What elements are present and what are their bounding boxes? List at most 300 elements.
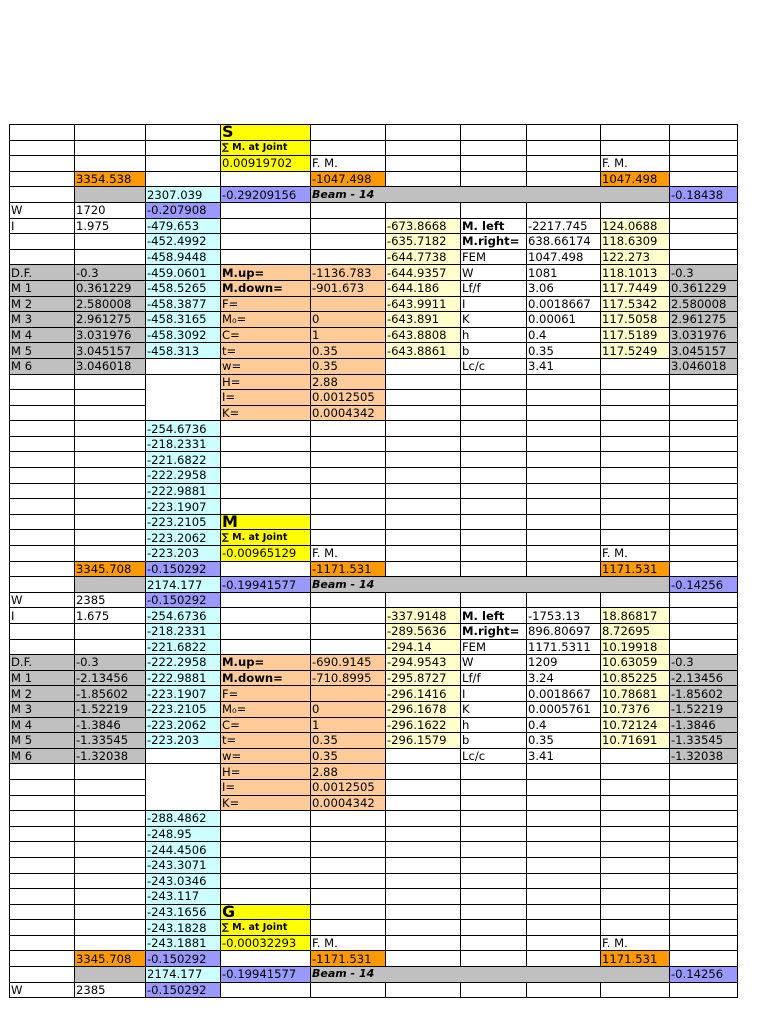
- cell[interactable]: [461, 592, 527, 608]
- cell[interactable]: [75, 624, 146, 640]
- cell[interactable]: [601, 468, 670, 484]
- cell[interactable]: [461, 468, 527, 484]
- cell[interactable]: [527, 140, 601, 156]
- cell[interactable]: [461, 889, 527, 905]
- cell[interactable]: [311, 982, 386, 998]
- fem-positive[interactable]: 1171.531: [601, 951, 670, 967]
- cell[interactable]: Lc/c: [461, 358, 527, 374]
- cell[interactable]: [386, 592, 461, 608]
- cell[interactable]: -243.1656: [146, 904, 221, 920]
- cell[interactable]: [10, 514, 75, 530]
- cell[interactable]: [221, 889, 311, 905]
- cell[interactable]: -0.18438: [670, 187, 738, 203]
- cell[interactable]: 124.0688: [601, 218, 670, 234]
- fem-negative[interactable]: -1171.531: [311, 561, 386, 577]
- cell[interactable]: Lf/f: [461, 670, 527, 686]
- cell[interactable]: [10, 499, 75, 515]
- cell[interactable]: -644.7738: [386, 249, 461, 265]
- cell[interactable]: [75, 530, 146, 546]
- cell[interactable]: 3.031976: [670, 327, 738, 343]
- cell[interactable]: [670, 889, 738, 905]
- cell[interactable]: -1.32038: [670, 748, 738, 764]
- cell[interactable]: 2.88: [311, 764, 386, 780]
- cell[interactable]: [670, 561, 738, 577]
- cell[interactable]: [146, 405, 221, 421]
- cell[interactable]: -0.14256: [670, 577, 738, 593]
- cell[interactable]: [461, 530, 527, 546]
- cell[interactable]: [386, 171, 461, 187]
- cell[interactable]: 10.19918: [601, 639, 670, 655]
- cell[interactable]: -2.13456: [75, 670, 146, 686]
- cell[interactable]: [75, 125, 146, 141]
- cell[interactable]: 3.046018: [670, 358, 738, 374]
- cell[interactable]: -222.9881: [146, 483, 221, 499]
- cell[interactable]: -218.2331: [146, 436, 221, 452]
- cell[interactable]: [146, 390, 221, 406]
- cell[interactable]: [461, 390, 527, 406]
- cell[interactable]: [75, 452, 146, 468]
- cell[interactable]: 118.6309: [601, 234, 670, 250]
- cell[interactable]: 117.5058: [601, 312, 670, 328]
- cell[interactable]: [386, 764, 461, 780]
- cell[interactable]: -295.8727: [386, 670, 461, 686]
- cell[interactable]: [601, 748, 670, 764]
- cell[interactable]: [311, 889, 386, 905]
- cell[interactable]: 2.580008: [75, 296, 146, 312]
- cell[interactable]: K: [461, 312, 527, 328]
- cell[interactable]: [601, 857, 670, 873]
- cell[interactable]: Lf/f: [461, 280, 527, 296]
- cell[interactable]: [75, 967, 146, 983]
- cell[interactable]: [311, 592, 386, 608]
- cell[interactable]: [386, 514, 461, 530]
- cell[interactable]: -0.150292: [146, 561, 221, 577]
- row-label[interactable]: M 2: [10, 686, 75, 702]
- fem-negative[interactable]: -1047.498: [311, 171, 386, 187]
- left-value[interactable]: 3354.538: [75, 171, 146, 187]
- cell[interactable]: [10, 390, 75, 406]
- cell[interactable]: -244.4506: [146, 842, 221, 858]
- cell[interactable]: [146, 374, 221, 390]
- cell[interactable]: [386, 483, 461, 499]
- cell[interactable]: [221, 421, 311, 437]
- cell[interactable]: [311, 452, 386, 468]
- cell[interactable]: [146, 764, 221, 780]
- cell[interactable]: -1.3846: [75, 717, 146, 733]
- cell[interactable]: t=: [221, 343, 311, 359]
- cell[interactable]: -337.9148: [386, 608, 461, 624]
- cell[interactable]: [601, 530, 670, 546]
- cell[interactable]: [527, 779, 601, 795]
- cell[interactable]: [221, 842, 311, 858]
- section-letter[interactable]: G: [221, 904, 311, 920]
- cell[interactable]: -221.6822: [146, 452, 221, 468]
- cell[interactable]: [527, 982, 601, 998]
- cell[interactable]: [10, 374, 75, 390]
- cell[interactable]: -644.9357: [386, 265, 461, 281]
- cell[interactable]: [75, 546, 146, 562]
- cell[interactable]: [221, 436, 311, 452]
- cell[interactable]: [461, 795, 527, 811]
- cell[interactable]: [386, 889, 461, 905]
- cell[interactable]: [527, 468, 601, 484]
- cell[interactable]: [527, 920, 601, 936]
- cell[interactable]: [146, 779, 221, 795]
- left-value[interactable]: 3345.708: [75, 561, 146, 577]
- cell[interactable]: [461, 842, 527, 858]
- cell[interactable]: 1: [311, 717, 386, 733]
- cell[interactable]: [75, 390, 146, 406]
- cell[interactable]: -1.33545: [75, 733, 146, 749]
- cell[interactable]: [311, 873, 386, 889]
- cell[interactable]: -0.3: [670, 265, 738, 281]
- cell[interactable]: 896.80697: [527, 624, 601, 640]
- cell[interactable]: 1.975: [75, 218, 146, 234]
- cell[interactable]: [221, 483, 311, 499]
- cell[interactable]: K=: [221, 405, 311, 421]
- row-label[interactable]: M 1: [10, 670, 75, 686]
- cell[interactable]: -296.1416: [386, 686, 461, 702]
- fm-label-right[interactable]: F. M.: [601, 546, 670, 562]
- cell[interactable]: 638.66174: [527, 234, 601, 250]
- cell[interactable]: [386, 842, 461, 858]
- cell[interactable]: [75, 187, 146, 203]
- cell[interactable]: [386, 795, 461, 811]
- cell[interactable]: [311, 483, 386, 499]
- cell[interactable]: -0.150292: [146, 592, 221, 608]
- cell[interactable]: h: [461, 327, 527, 343]
- cell[interactable]: FEM: [461, 249, 527, 265]
- cell[interactable]: [601, 390, 670, 406]
- cell[interactable]: [386, 951, 461, 967]
- cell[interactable]: [527, 452, 601, 468]
- cell[interactable]: [527, 171, 601, 187]
- cell[interactable]: [146, 795, 221, 811]
- cell[interactable]: 0.0005761: [527, 701, 601, 717]
- cell[interactable]: [311, 826, 386, 842]
- cell[interactable]: 0.4: [527, 717, 601, 733]
- cell[interactable]: [386, 499, 461, 515]
- cell[interactable]: M₀=: [221, 701, 311, 717]
- cell[interactable]: [311, 842, 386, 858]
- cell[interactable]: [670, 639, 738, 655]
- cell[interactable]: [601, 421, 670, 437]
- cell[interactable]: [75, 374, 146, 390]
- cell[interactable]: [75, 577, 146, 593]
- cell[interactable]: I: [461, 296, 527, 312]
- cell[interactable]: [10, 468, 75, 484]
- cell[interactable]: -458.3092: [146, 327, 221, 343]
- m-left-label[interactable]: M. left: [461, 608, 527, 624]
- row-label[interactable]: M 5: [10, 343, 75, 359]
- cell[interactable]: [10, 156, 75, 172]
- cell[interactable]: [461, 857, 527, 873]
- cell[interactable]: -254.6736: [146, 608, 221, 624]
- cell[interactable]: -0.3: [670, 655, 738, 671]
- cell[interactable]: [10, 405, 75, 421]
- cell[interactable]: 3.031976: [75, 327, 146, 343]
- cell[interactable]: [311, 436, 386, 452]
- m-right-label[interactable]: M.right=: [461, 234, 527, 250]
- cell[interactable]: -0.3: [75, 655, 146, 671]
- cell[interactable]: -288.4862: [146, 811, 221, 827]
- cell[interactable]: 2307.039: [146, 187, 221, 203]
- cell[interactable]: [221, 639, 311, 655]
- cell[interactable]: [75, 811, 146, 827]
- cell[interactable]: [461, 764, 527, 780]
- sum-label[interactable]: ∑ M. at Joint: [221, 530, 311, 546]
- cell[interactable]: [75, 499, 146, 515]
- cell[interactable]: -243.3071: [146, 857, 221, 873]
- cell[interactable]: C=: [221, 327, 311, 343]
- cell[interactable]: [601, 202, 670, 218]
- cell[interactable]: -1.32038: [75, 748, 146, 764]
- cell[interactable]: [221, 561, 311, 577]
- cell[interactable]: 0.0018667: [527, 296, 601, 312]
- cell[interactable]: [311, 639, 386, 655]
- cell[interactable]: [601, 374, 670, 390]
- cell[interactable]: 1720: [75, 202, 146, 218]
- sum-value[interactable]: -0.00032293: [221, 935, 311, 951]
- cell[interactable]: 3.045157: [670, 343, 738, 359]
- cell[interactable]: -254.6736: [146, 421, 221, 437]
- cell[interactable]: -643.9911: [386, 296, 461, 312]
- cell[interactable]: -296.1579: [386, 733, 461, 749]
- cell[interactable]: -458.3877: [146, 296, 221, 312]
- row-label[interactable]: M 6: [10, 358, 75, 374]
- cell[interactable]: [10, 577, 75, 593]
- cell[interactable]: [221, 249, 311, 265]
- cell[interactable]: -673.8668: [386, 218, 461, 234]
- cell[interactable]: [670, 811, 738, 827]
- cell[interactable]: [146, 140, 221, 156]
- cell[interactable]: 10.7376: [601, 701, 670, 717]
- cell[interactable]: [670, 234, 738, 250]
- cell[interactable]: [75, 405, 146, 421]
- cell[interactable]: [601, 452, 670, 468]
- cell[interactable]: -0.29209156: [221, 187, 311, 203]
- cell[interactable]: W: [10, 982, 75, 998]
- cell[interactable]: [461, 561, 527, 577]
- cell[interactable]: [527, 405, 601, 421]
- cell[interactable]: -459.0601: [146, 265, 221, 281]
- cell[interactable]: [527, 826, 601, 842]
- cell[interactable]: [221, 468, 311, 484]
- cell[interactable]: -458.3165: [146, 312, 221, 328]
- cell[interactable]: 3.41: [527, 748, 601, 764]
- cell[interactable]: [461, 421, 527, 437]
- cell[interactable]: [10, 187, 75, 203]
- cell[interactable]: [461, 920, 527, 936]
- cell[interactable]: [75, 889, 146, 905]
- section-letter[interactable]: M: [221, 514, 311, 530]
- cell[interactable]: -222.2958: [146, 655, 221, 671]
- cell[interactable]: [670, 795, 738, 811]
- cell[interactable]: [311, 249, 386, 265]
- cell[interactable]: b: [461, 733, 527, 749]
- cell[interactable]: [221, 826, 311, 842]
- cell[interactable]: [10, 967, 75, 983]
- cell[interactable]: 1.675: [75, 608, 146, 624]
- cell[interactable]: -643.891: [386, 312, 461, 328]
- row-label[interactable]: M 1: [10, 280, 75, 296]
- cell[interactable]: [601, 140, 670, 156]
- cell[interactable]: -643.8808: [386, 327, 461, 343]
- cell[interactable]: 0.00061: [527, 312, 601, 328]
- cell[interactable]: [10, 811, 75, 827]
- cell[interactable]: -635.7182: [386, 234, 461, 250]
- cell[interactable]: [670, 951, 738, 967]
- cell[interactable]: [670, 624, 738, 640]
- cell[interactable]: [311, 920, 386, 936]
- cell[interactable]: 0.35: [311, 343, 386, 359]
- cell[interactable]: [386, 156, 461, 172]
- fem-positive[interactable]: 1171.531: [601, 561, 670, 577]
- row-label[interactable]: M 4: [10, 717, 75, 733]
- cell[interactable]: 122.273: [601, 249, 670, 265]
- cell[interactable]: 1047.498: [527, 249, 601, 265]
- cell[interactable]: 3.06: [527, 280, 601, 296]
- cell[interactable]: [10, 904, 75, 920]
- cell[interactable]: [601, 826, 670, 842]
- cell[interactable]: [10, 920, 75, 936]
- cell[interactable]: [10, 436, 75, 452]
- section-letter[interactable]: S: [221, 125, 311, 141]
- cell[interactable]: [670, 421, 738, 437]
- cell[interactable]: [10, 249, 75, 265]
- cell[interactable]: 0.35: [311, 748, 386, 764]
- cell[interactable]: [311, 514, 386, 530]
- cell[interactable]: 0.35: [527, 343, 601, 359]
- cell[interactable]: [221, 234, 311, 250]
- cell[interactable]: [601, 592, 670, 608]
- cell[interactable]: K=: [221, 795, 311, 811]
- cell[interactable]: [527, 795, 601, 811]
- cell[interactable]: [75, 873, 146, 889]
- cell[interactable]: Lc/c: [461, 748, 527, 764]
- cell[interactable]: [670, 405, 738, 421]
- cell[interactable]: [527, 561, 601, 577]
- cell[interactable]: [311, 125, 386, 141]
- cell[interactable]: [386, 904, 461, 920]
- cell[interactable]: [670, 140, 738, 156]
- cell[interactable]: [601, 842, 670, 858]
- sum-label[interactable]: ∑ M. at Joint: [221, 140, 311, 156]
- cell[interactable]: -479.653: [146, 218, 221, 234]
- cell[interactable]: [601, 436, 670, 452]
- cell[interactable]: [10, 764, 75, 780]
- m-right-label[interactable]: M.right=: [461, 624, 527, 640]
- fm-label-right[interactable]: F. M.: [601, 156, 670, 172]
- cell[interactable]: [311, 468, 386, 484]
- cell[interactable]: 0.361229: [670, 280, 738, 296]
- row-label[interactable]: D.F.: [10, 655, 75, 671]
- cell[interactable]: 0.4: [527, 327, 601, 343]
- left-value[interactable]: 3345.708: [75, 951, 146, 967]
- cell[interactable]: [386, 358, 461, 374]
- cell[interactable]: [601, 795, 670, 811]
- cell[interactable]: [527, 514, 601, 530]
- cell[interactable]: [461, 483, 527, 499]
- cell[interactable]: [461, 904, 527, 920]
- cell[interactable]: [386, 421, 461, 437]
- cell[interactable]: I: [10, 218, 75, 234]
- cell[interactable]: [386, 935, 461, 951]
- cell[interactable]: [670, 390, 738, 406]
- cell[interactable]: 10.63059: [601, 655, 670, 671]
- fm-label[interactable]: F. M.: [311, 546, 386, 562]
- sum-label[interactable]: ∑ M. at Joint: [221, 920, 311, 936]
- cell[interactable]: [311, 296, 386, 312]
- cell[interactable]: [527, 873, 601, 889]
- cell[interactable]: [670, 546, 738, 562]
- cell[interactable]: 2.580008: [670, 296, 738, 312]
- cell[interactable]: [221, 951, 311, 967]
- cell[interactable]: -223.2105: [146, 701, 221, 717]
- cell[interactable]: 2.88: [311, 374, 386, 390]
- cell[interactable]: W: [461, 655, 527, 671]
- cell[interactable]: [527, 156, 601, 172]
- cell[interactable]: -289.5636: [386, 624, 461, 640]
- cell[interactable]: w=: [221, 748, 311, 764]
- row-label[interactable]: M 4: [10, 327, 75, 343]
- cell[interactable]: 118.1013: [601, 265, 670, 281]
- cell[interactable]: 0: [311, 312, 386, 328]
- cell[interactable]: [527, 857, 601, 873]
- cell[interactable]: -0.19941577: [221, 577, 311, 593]
- cell[interactable]: [527, 436, 601, 452]
- cell[interactable]: [461, 546, 527, 562]
- cell[interactable]: [670, 468, 738, 484]
- cell[interactable]: F=: [221, 296, 311, 312]
- cell[interactable]: [311, 421, 386, 437]
- cell[interactable]: M.up=: [221, 655, 311, 671]
- cell[interactable]: [75, 857, 146, 873]
- cell[interactable]: -0.150292: [146, 982, 221, 998]
- cell[interactable]: [670, 452, 738, 468]
- cell[interactable]: [146, 171, 221, 187]
- cell[interactable]: t=: [221, 733, 311, 749]
- fm-label[interactable]: F. M.: [311, 935, 386, 951]
- cell[interactable]: -2217.745: [527, 218, 601, 234]
- cell[interactable]: [670, 374, 738, 390]
- cell[interactable]: [670, 156, 738, 172]
- cell[interactable]: M.up=: [221, 265, 311, 281]
- cell[interactable]: h: [461, 717, 527, 733]
- cell[interactable]: -710.8995: [311, 670, 386, 686]
- cell[interactable]: 0.361229: [75, 280, 146, 296]
- cell[interactable]: [10, 826, 75, 842]
- cell[interactable]: [10, 624, 75, 640]
- cell[interactable]: 0.0012505: [311, 779, 386, 795]
- cell[interactable]: [670, 202, 738, 218]
- cell[interactable]: [670, 530, 738, 546]
- cell[interactable]: [146, 748, 221, 764]
- cell[interactable]: -0.150292: [146, 951, 221, 967]
- cell[interactable]: [601, 873, 670, 889]
- cell[interactable]: [10, 483, 75, 499]
- cell[interactable]: [670, 249, 738, 265]
- cell[interactable]: 1209: [527, 655, 601, 671]
- cell[interactable]: 10.85225: [601, 670, 670, 686]
- cell[interactable]: H=: [221, 764, 311, 780]
- cell[interactable]: [670, 779, 738, 795]
- cell[interactable]: [10, 639, 75, 655]
- beam-label[interactable]: Beam - 14: [311, 187, 670, 203]
- cell[interactable]: -0.19941577: [221, 967, 311, 983]
- sum-value[interactable]: -0.00965129: [221, 546, 311, 562]
- row-label[interactable]: M 5: [10, 733, 75, 749]
